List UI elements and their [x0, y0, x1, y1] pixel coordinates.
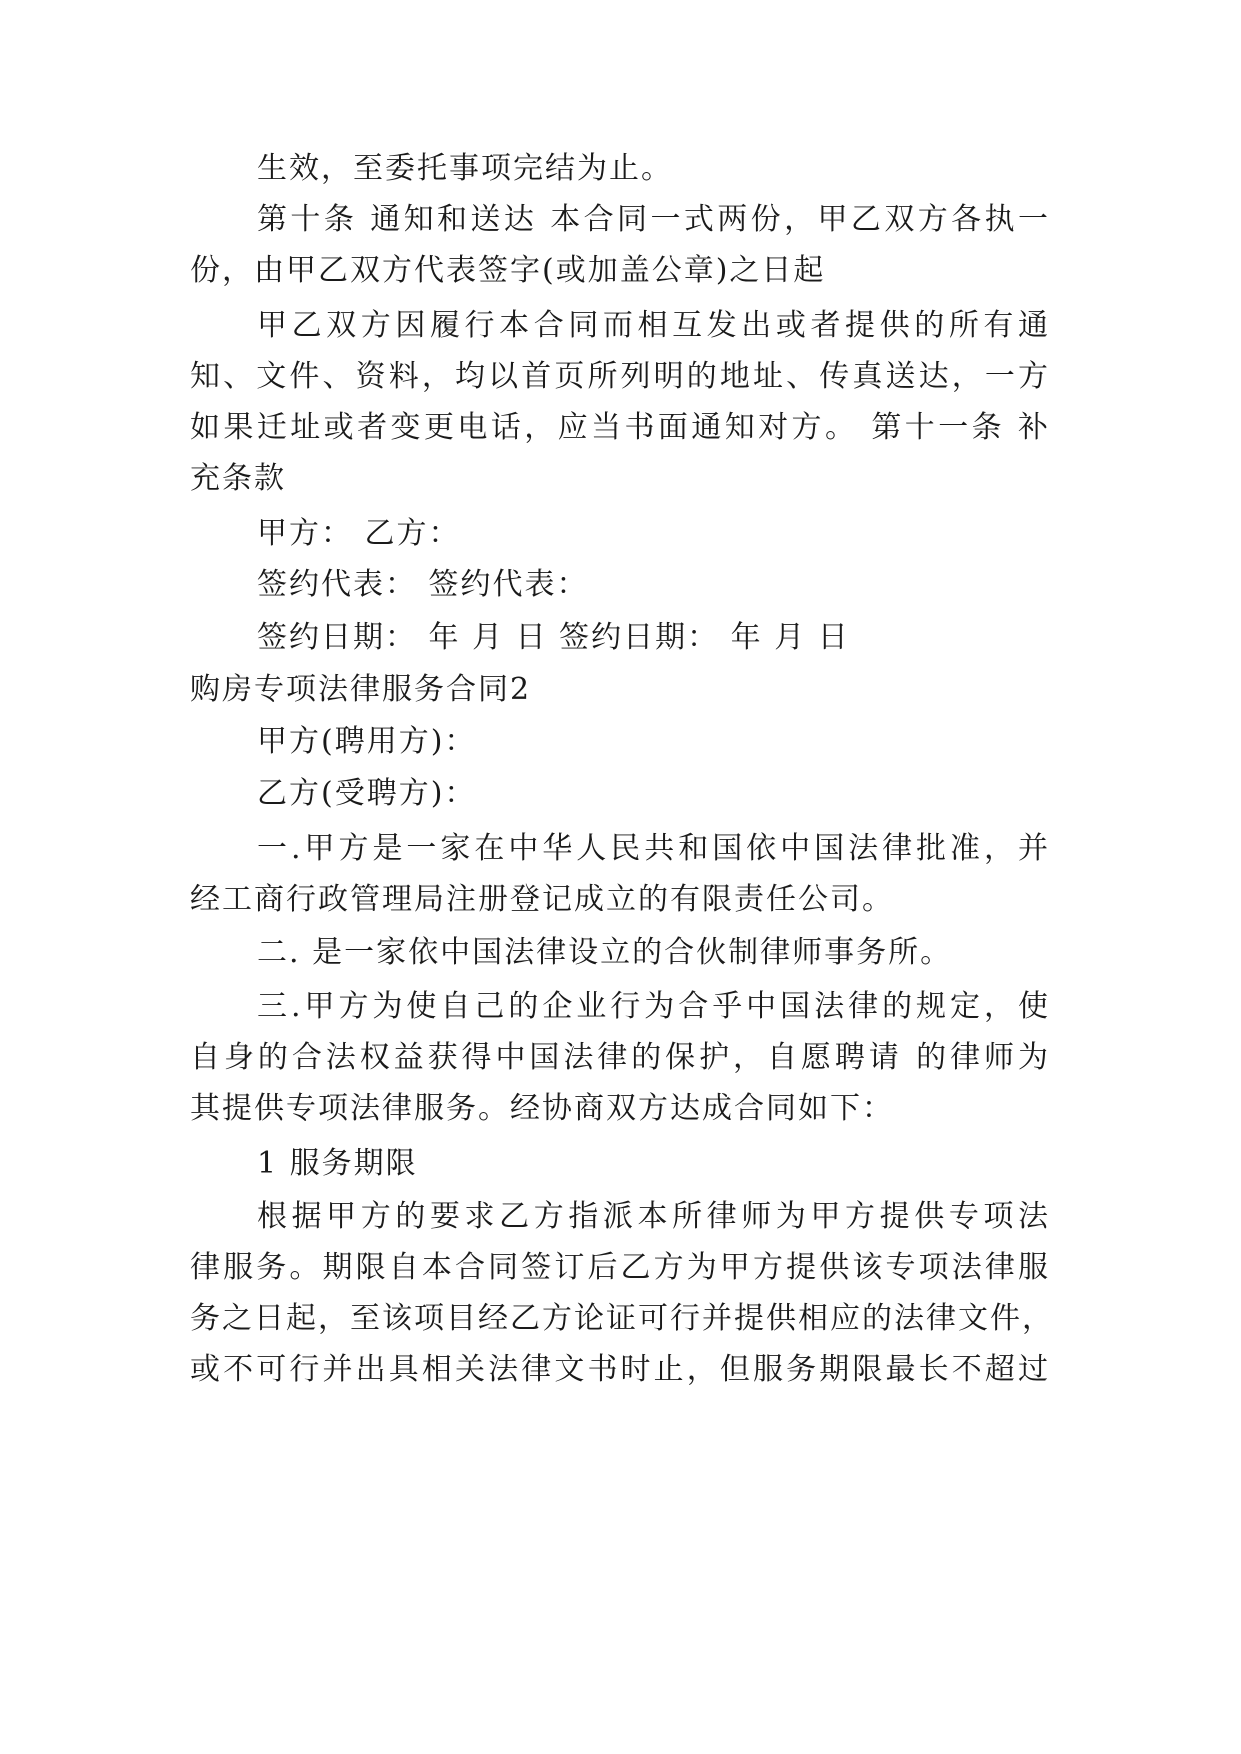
text-line: 充条款 [190, 461, 286, 496]
text-line: 甲方(聘用方)： [257, 724, 477, 759]
section-heading: 1 服务期限 [257, 1146, 418, 1181]
text-line: 根据甲方的要求乙方指派本所律师为甲方提供专项法 [257, 1199, 1050, 1234]
text-line: 律服务。期限自本合同签订后乙方为甲方提供该专项法律服 [190, 1250, 1050, 1285]
text-line: 知、文件、资料，均以首页所列明的地址、传真送达，一方 [190, 359, 1050, 394]
text-line: 自身的合法权益获得中国法律的保护，自愿聘请 的律师为 [190, 1040, 1050, 1075]
text-line: 第十条 通知和送达 本合同一式两份，甲乙双方各执一 [257, 202, 1050, 237]
text-line: 其提供专项法律服务。经协商双方达成合同如下： [190, 1091, 894, 1126]
text-line: 乙方(受聘方)： [257, 776, 477, 811]
document-title: 购房专项法律服务合同2 [190, 672, 532, 707]
text-line: 经工商行政管理局注册登记成立的有限责任公司。 [190, 882, 894, 917]
text-line: 或不可行并出具相关法律文书时止，但服务期限最长不超过 [190, 1352, 1050, 1387]
text-line: 生效，至委托事项完结为止。 [257, 151, 673, 186]
signature-dates: 签约日期： 年 月 日 签约日期： 年 月 日 [257, 620, 850, 655]
text-line: 三.甲方为使自己的企业行为合乎中国法律的规定，使 [257, 989, 1050, 1024]
text-line: 份，由甲乙双方代表签字(或加盖公章)之日起 [190, 253, 826, 288]
signature-parties: 甲方： 乙方： [257, 516, 461, 551]
text-line: 甲乙双方因履行本合同而相互发出或者提供的所有通 [257, 308, 1050, 343]
text-line: 一.甲方是一家在中华人民共和国依中国法律批准，并 [257, 831, 1050, 866]
text-line: 如果迁址或者变更电话，应当书面通知对方。 第十一条 补 [190, 410, 1050, 445]
text-line: 二. 是一家依中国法律设立的合伙制律师事务所。 [257, 935, 953, 970]
text-line: 务之日起，至该项目经乙方论证可行并提供相应的法律文件， [190, 1301, 1054, 1336]
signature-representatives: 签约代表： 签约代表： [257, 567, 589, 602]
